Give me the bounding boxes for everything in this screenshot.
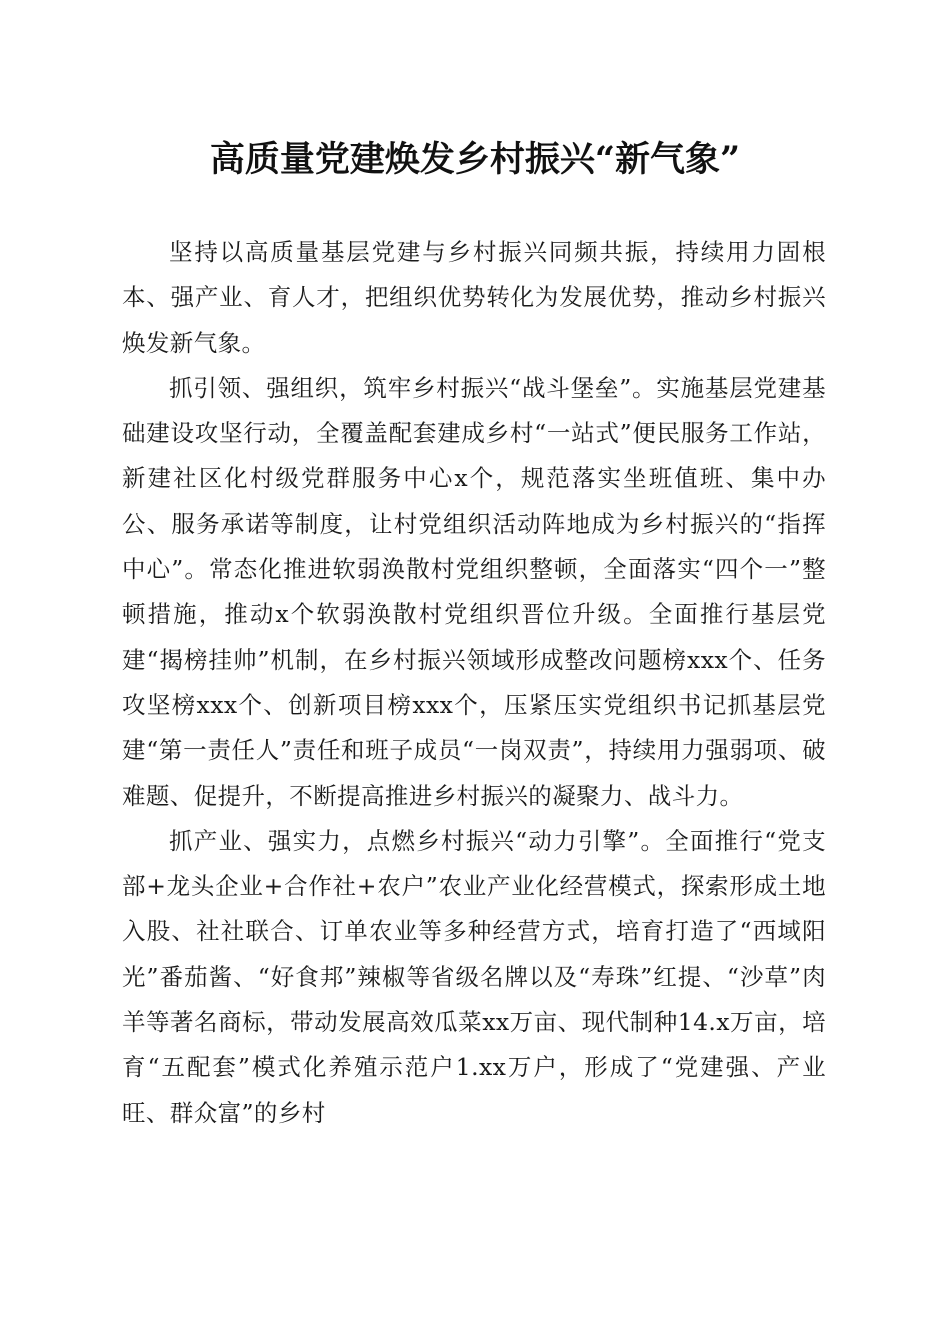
- document-title: 高质量党建焕发乡村振兴“新气象”: [209, 139, 741, 180]
- document-body: [122, 230, 826, 1136]
- paragraph-organization: 抓引领、强组织，筑牢乡村振兴“战斗堡垒”。实施基层党建基础建设攻坚行动，全覆盖配套建成乡村“一站式”便民服务工作站，新建社区化村级党群服务中心x个，规范落实坐班值班、集中办公、服务承诺等制度，让村党组织活动阵地成为乡村振兴的“指挥中心”。常态化推进软弱涣散村党组织整顿，全面落实“四个一”整顿措施，推动x个软弱涣散村党组织晋位升级。全面推行基层党建“揭榜挂帅”机制，在乡村振兴领域形成整改问题榜xxx个、任务攻坚榜xxx个、创新项目榜xxx个，压紧压实党组织书记抓基层党建“第一责任人”责任和班子成员“一岗双责”，持续用力强弱项、破难题、促提升，不断提高推进乡村振兴的凝聚力、战斗力。: [122, 373, 826, 810]
- paragraph-industry: 抓产业、强实力，点燃乡村振兴“动力引擎”。全面推行“党支部+龙头企业+合作社+农户”农业产业化经营模式，探索形成土地入股、社社联合、订单农业等多种经营方式，培育打造了“西域阳光”番茄酱、“好食邦”辣椒等省级名牌以及“寿珠”红提、“沙草”肉羊等著名商标，带动发展高效瓜菜xx万亩、现代制种14.x万亩，培育“五配套”模式化养殖示范户1.xx万户，形成了“党建强、产业旺、群众富”的乡村: [122, 826, 826, 1127]
- paragraph-intro: 坚持以高质量基层党建与乡村振兴同频共振，持续用力固根本、强产业、育人才，把组织优势转化为发展优势，推动乡村振兴焕发新气象。: [122, 238, 826, 357]
